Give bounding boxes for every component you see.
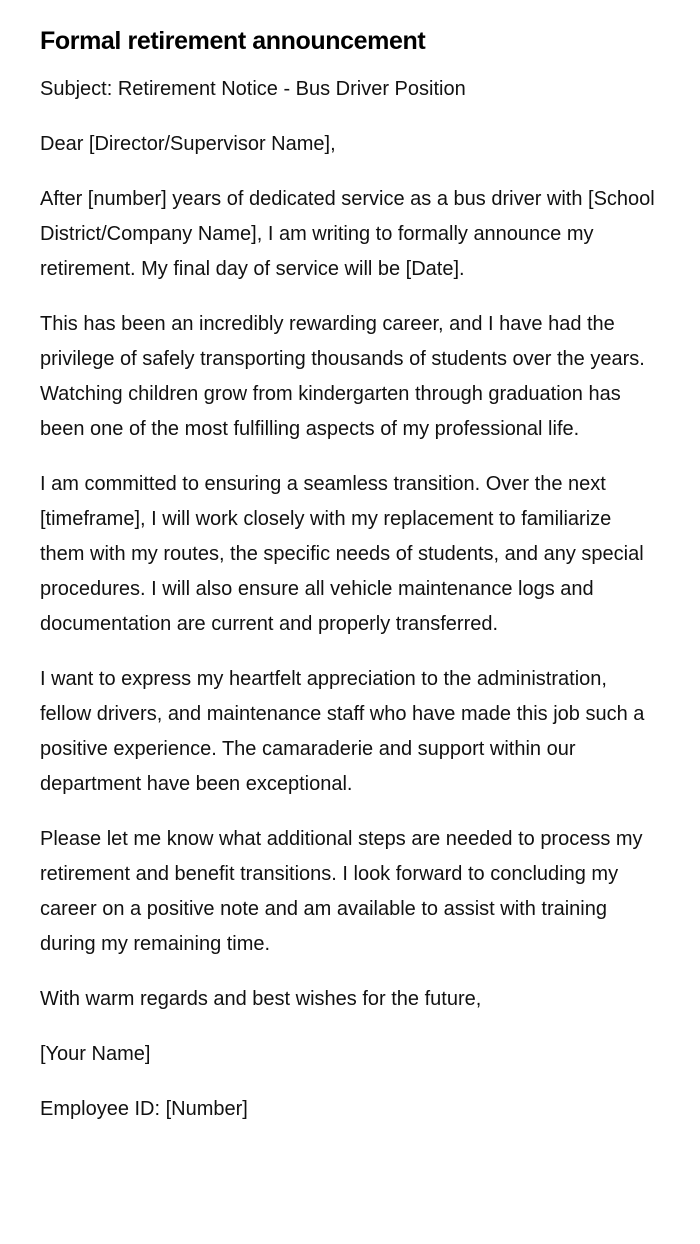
body-paragraph-4: I want to express my heartfelt appreciation to the administration, fellow drivers, and maintenance staff who have made this job such a positive experience. The camaraderie and support within our department have been exceptional. [40,668,645,795]
document-title: Formal retirement announcement [40,27,426,55]
body-paragraph-5: Please let me know what additional steps are needed to process my retirement and benefit transitions. I look forward to concluding my career on a positive note and am available to assist with training during my remaining time. [40,828,643,955]
body-paragraph-3: I am committed to ensuring a seamless transition. Over the next [timeframe], I will work closely with my replacement to familiarize them with my routes, the specific needs of students, and any special procedures. I will also ensure all vehicle maintenance logs and documentation are current and properly transferred. [40,473,644,635]
body-paragraph-1: After [number] years of dedicated service as a bus driver with [School District/Company Name], I am writing to formally announce my retirement. My final day of service will be [Date]. [40,188,655,280]
salutation: Dear [Director/Supervisor Name], [40,133,336,155]
employee-id: Employee ID: [Number] [40,1098,248,1120]
signature-name: [Your Name] [40,1043,151,1065]
body-paragraph-2: This has been an incredibly rewarding career, and I have had the privilege of safely transporting thousands of students over the years. Watching children grow from kindergarten through graduation has been one of the most fulfilling aspects of my professional life. [40,313,645,440]
subject-line: Subject: Retirement Notice - Bus Driver Position [40,78,466,100]
closing-line: With warm regards and best wishes for the future, [40,988,482,1010]
